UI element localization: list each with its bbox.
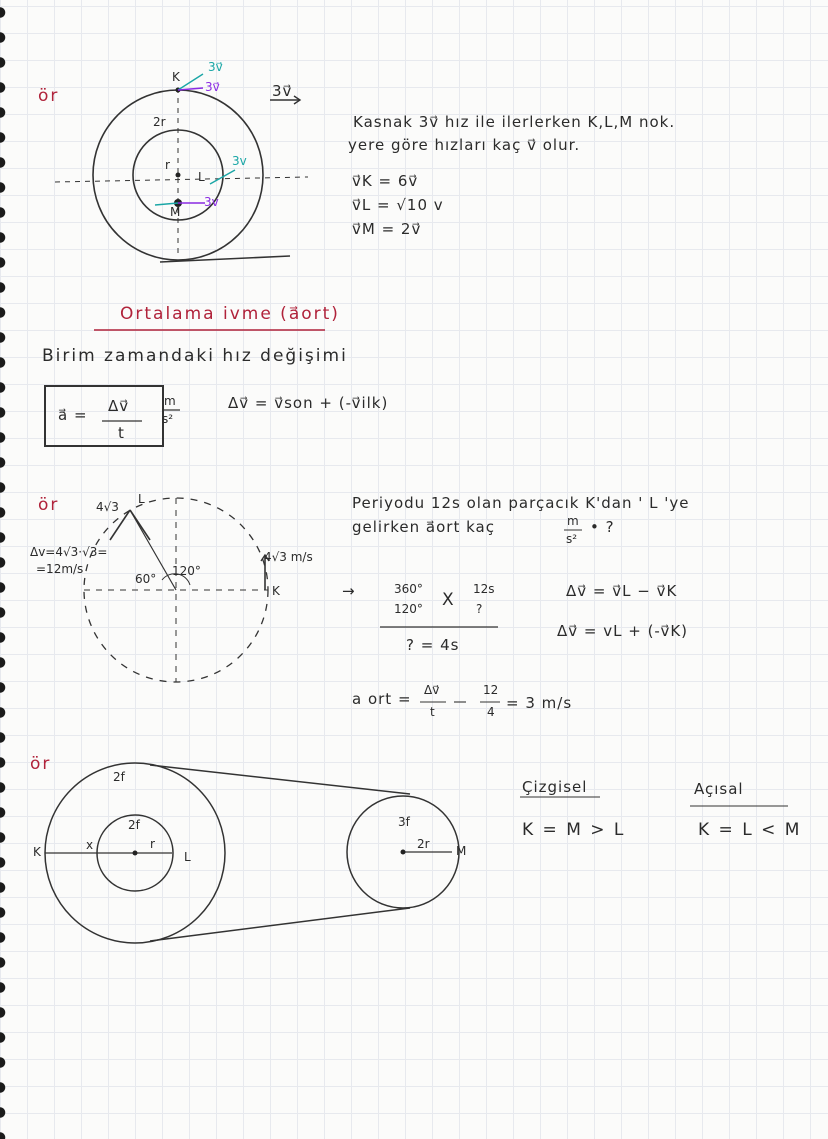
ex3-left-radius-x: x [86, 838, 94, 852]
ex2-aort-num: Δv⃗ [424, 683, 440, 697]
ex2-dv2: Δv⃗ = vL + (-v⃗K) [557, 622, 689, 640]
formula-lhs: a⃗ = [58, 406, 88, 424]
ex2-calc-result: ? = 4s [406, 636, 460, 654]
ex2-left-angle-label: 60° [135, 572, 157, 586]
example1-tag: ör [38, 86, 60, 106]
section-definition: Birim zamandaki hız değişimi [42, 346, 348, 366]
ex3-label-K: K [33, 845, 41, 859]
ex2-question-line2: gelirken a⃗ort kaç [352, 518, 495, 536]
ex2-result-label1: Δv=4√3·√3= [30, 545, 108, 559]
ex2-result-label2: =12m/s [36, 562, 84, 576]
formula-unit-den: s² [162, 412, 174, 426]
ex1-label-L: L [198, 170, 205, 184]
ex2-aort-den2: 4 [487, 705, 495, 719]
ex1-answer-M: v⃗M = 2v⃗ [352, 220, 422, 238]
ex3-col1-header: Çizgisel [522, 778, 588, 796]
delta-v-formula: Δv⃗ = v⃗son + (-v⃗ilk) [228, 394, 389, 412]
example2-tag: ör [38, 495, 60, 515]
ex1-question-line2: yere göre hızları kaç v⃗ olur. [348, 136, 581, 154]
ex2-label-L: L [138, 492, 145, 506]
ex2-v-label-right: 4√3 m/s [264, 550, 313, 564]
ex2-calc-row2-right: ? [476, 602, 483, 616]
ex3-col2-header: Açısal [694, 780, 744, 798]
ex2-aort-lhs: a ort = [352, 690, 412, 708]
ex2-label-K: K [272, 584, 280, 598]
ex3-label-L: L [184, 850, 191, 864]
ex2-question-mark: • ? [590, 518, 615, 536]
ex3-right-radius: 2r [417, 837, 430, 851]
ex3-right-freq: 3f [398, 815, 410, 829]
ex3-left-radius-r: r [150, 837, 155, 851]
ex2-question-line1: Periyodu 12s olan parçacık K'dan ' L 'ye [352, 494, 690, 512]
ex3-col1-value: K = M > L [522, 820, 626, 840]
ex2-angle-label: 120° [172, 564, 201, 578]
formula-unit-num: m [164, 394, 176, 408]
ex2-calc-row1-left: 360° [394, 582, 423, 596]
ex1-label-top-purple: 3v⃗ [205, 80, 220, 94]
ex1-inner-teal-label: 3v [232, 154, 247, 168]
ex2-question-unit-num: m [567, 514, 579, 528]
ex1-inner-radius-label: r [165, 158, 170, 172]
ex1-label-K: K [172, 70, 180, 84]
section-title: Ortalama ivme (a⃗ort) [120, 304, 340, 324]
formula-denominator: t [118, 424, 125, 442]
ex2-question-unit-den: s² [566, 532, 578, 546]
ex1-label-top-teal: 3v⃗ [208, 60, 223, 74]
ex1-bottom-purple-label: 3v [204, 195, 219, 209]
ex1-question-line1: Kasnak 3v⃗ hız ile ilerlerken K,L,M nok. [353, 113, 676, 131]
ex1-velocity-label: 3v⃗ [272, 82, 293, 100]
ex2-aort-result: = 3 m/s [506, 694, 573, 712]
ex2-arrow: → [342, 582, 356, 600]
ex2-aort-num2: 12 [483, 683, 499, 697]
ex1-outer-radius-label: 2r [153, 115, 166, 129]
ex1-answer-L: v⃗L = √10 v [352, 196, 444, 214]
ex3-label-M: M [456, 844, 467, 858]
ex2-calc-row2-left: 120° [394, 602, 423, 616]
ex2-v-label-top: 4√3 [96, 500, 119, 514]
formula-numerator: Δv⃗ [108, 397, 130, 415]
ex3-col2-value: K = L < M [698, 820, 802, 840]
ex2-aort-den: t [430, 705, 435, 719]
ex1-label-M: M [170, 205, 181, 219]
ex3-left-small-freq: 2f [128, 818, 140, 832]
ex2-dv1: Δv⃗ = v⃗L − v⃗K [566, 582, 678, 600]
ex3-left-big-freq: 2f [113, 770, 125, 784]
example3-tag: ör [30, 754, 52, 774]
ex2-calc-row1-right: 12s [473, 582, 495, 596]
ex1-answer-K: v⃗K = 6v⃗ [352, 172, 419, 190]
ex2-calc-cross: X [442, 590, 456, 610]
